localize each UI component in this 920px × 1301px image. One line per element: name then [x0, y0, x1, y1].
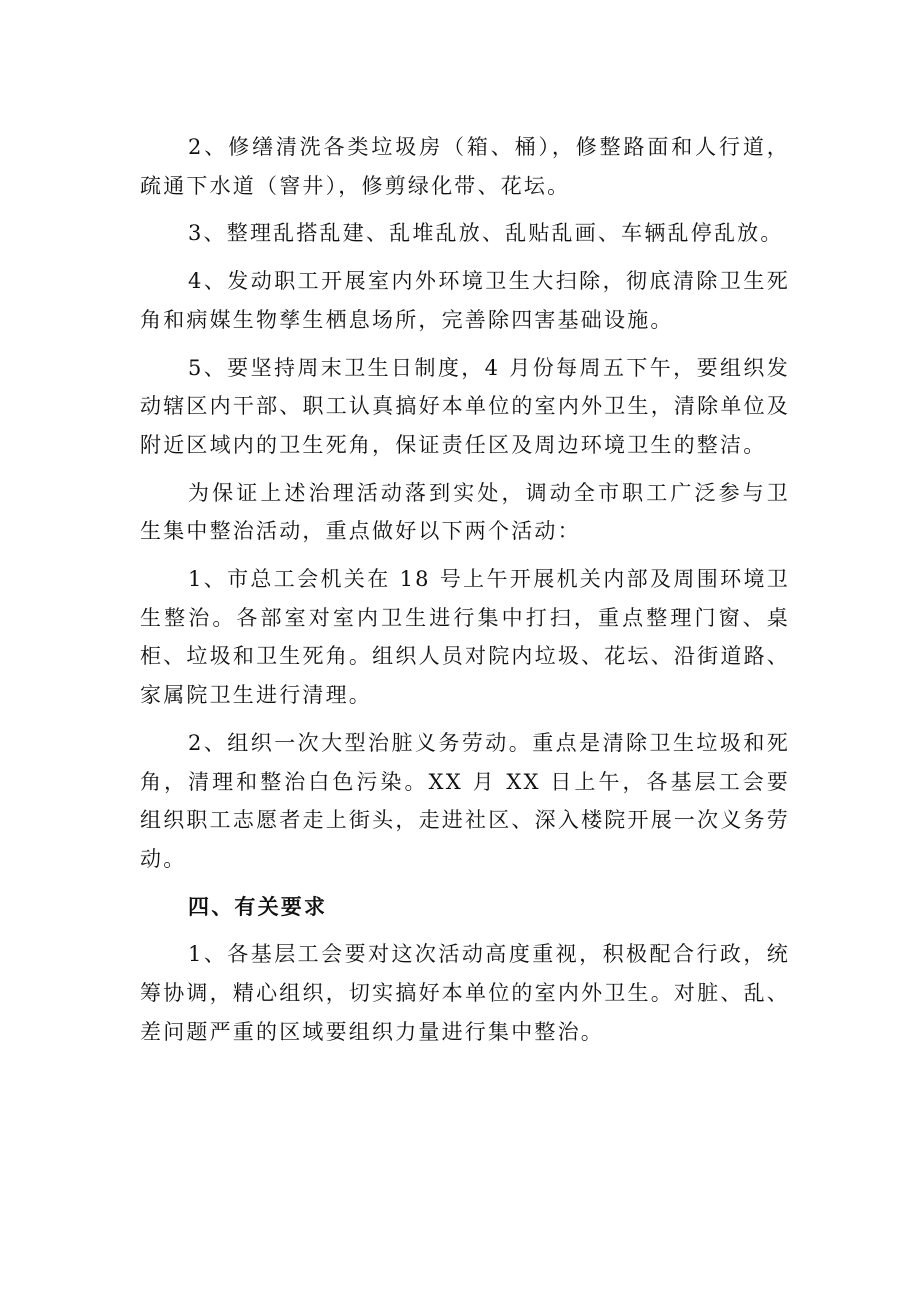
paragraph-illegal-structures: 3、整理乱搭乱建、乱堆乱放、乱贴乱画、车辆乱停乱放。	[188, 221, 784, 246]
paragraph-staff-cleanup: 4、发动职工开展室内外环境卫生大扫除，彻底清除卫生死角和病媒生物孳生栖息场所，完善除四害基础设施。	[140, 269, 790, 332]
paragraph-activity-one: 1、市总工会机关在 18 号上午开展机关内部及周围环境卫生整治。各部室对室内卫生进行集中打扫，重点整理门窗、桌柜、垃圾和卫生死角。组织人员对院内垃圾、花坛、沿街道路、家属院卫生进行清理。	[140, 567, 790, 708]
paragraph-repair-cleaning: 2、修缮清洗各类垃圾房（箱、桶），修整路面和人行道，疏通下水道（窨井），修剪绿化带、花坛。	[140, 135, 790, 198]
document-body	[140, 128, 790, 1060]
paragraph-two-activities-intro: 为保证上述治理活动落到实处，调动全市职工广泛参与卫生集中整治活动，重点做好以下两个活动：	[140, 480, 790, 544]
paragraph-requirement-one: 1、各基层工会要对这次活动高度重视，积极配合行政，统筹协调，精心组织，切实搞好本单位的室内外卫生。对脏、乱、差问题严重的区域要组织力量进行集中整治。	[140, 942, 790, 1044]
paragraph-activity-two: 2、组织一次大型治脏义务劳动。重点是清除卫生垃圾和死角，清理和整治白色污染。XX 月 XX 日上午，各基层工会要组织职工志愿者走上街头，走进社区、深入楼院开展一次义务劳动。	[140, 730, 790, 871]
paragraph-weekend-hygiene-day: 5、要坚持周末卫生日制度，4 月份每周五下午，要组织发动辖区内干部、职工认真搞好本单位的室内外卫生，清除单位及附近区域内的卫生死角，保证责任区及周边环境卫生的整洁。	[140, 355, 790, 457]
section-heading-requirements: 四、有关要求	[188, 894, 328, 919]
